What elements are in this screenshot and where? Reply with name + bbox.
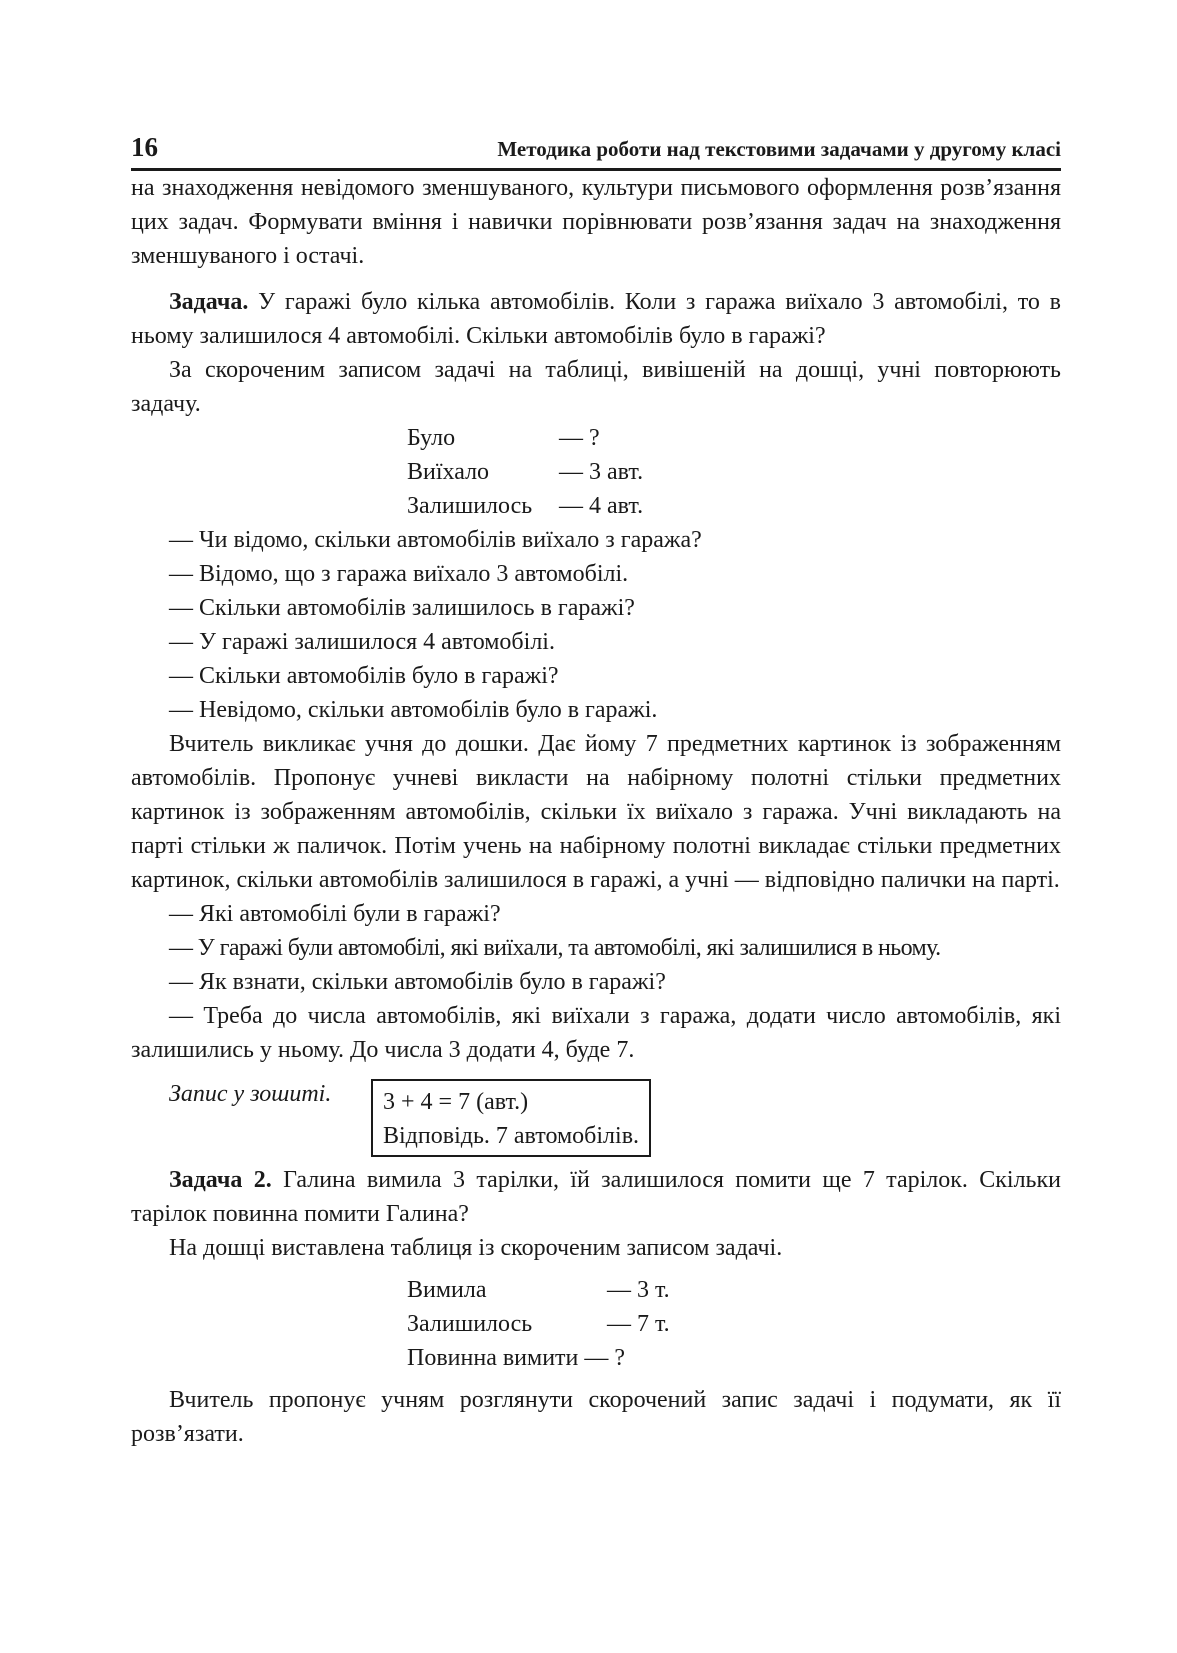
dialog-line: — Які автомобілі були в гаражі? [169, 901, 501, 927]
scheme-row [407, 489, 1061, 523]
page-body [131, 171, 1061, 1451]
task1-statement [131, 285, 1061, 353]
notebook-label: Запис у зошиті. [169, 1081, 332, 1107]
notebook-answer: Відповідь. 7 автомобілів. [383, 1123, 640, 1149]
scheme-label: Виїхало [407, 459, 490, 485]
running-title: Методика роботи над текстовими задачами у другому класі [497, 137, 1061, 161]
dialog-line: — Відомо, що з гаража виїхало 3 автомобілі. [169, 561, 629, 587]
task1-label: Задача. [169, 289, 249, 315]
scheme-label: Було [407, 425, 456, 451]
task2-text: Галина вимила 3 тарілки, їй залишилося помити ще 7 тарілок. Скільки тарілок повинна помити Галина? [131, 1167, 1061, 1227]
task1-paragraph-3: Вчитель викликає учня до дошки. Дає йому 7 предметних картинок із зображенням автомобілів. Пропонує учневі викласти на набірному полотні стільки предметних картинок із зображенням автомобілів, скільки їх виїхало з гаража. Учні викладають на парті стільки ж паличок. Потім учень на набірному полотні викладає стільки предметних картинок, скільки автомобілів залишилося в гаражі, а учні — відповідно палички на парті. [131, 731, 1061, 893]
notebook-record [131, 1077, 1061, 1157]
scheme-label: Вимила [407, 1277, 487, 1303]
scheme-row [407, 1341, 1061, 1375]
page-number: 16 [131, 132, 158, 162]
task1-scheme [407, 421, 1061, 523]
scheme-row [407, 421, 1061, 455]
scheme-row [407, 455, 1061, 489]
page [131, 128, 1061, 1451]
dialog-line: — Невідомо, скільки автомобілів було в гаражі. [169, 697, 658, 723]
dialog-line: — У гаражі були автомобілі, які виїхали, та автомобілі, які залишилися в ньому. [169, 935, 941, 961]
task1-text: У гаражі було кілька автомобілів. Коли з гаража виїхало 3 автомобілі, то в ньому залишилося 4 автомобілі. Скільки автомобілів було в гаражі? [131, 289, 1061, 349]
dialog-line: — Скільки автомобілів залишилось в гаражі? [169, 595, 635, 621]
intro-paragraph: на знаходження невідомого зменшуваного, культури письмового оформлення розв’язання цих задач. Формувати вміння і навички порівнювати розв’язання задач на знаходження зменшуваного і остачі. [131, 175, 1061, 269]
scheme-label: Залишилось [407, 1311, 533, 1337]
dialog-line: — У гаражі залишилося 4 автомобілі. [169, 629, 555, 655]
scheme-value: — ? [559, 425, 600, 451]
scheme-value: — 7 т. [607, 1311, 670, 1337]
scheme-row [407, 1307, 1061, 1341]
scheme-value: — 3 авт. [559, 459, 644, 485]
scheme-label: Повинна вимити [407, 1345, 579, 1371]
dialog-line: — Як взнати, скільки автомобілів було в гаражі? [169, 969, 666, 995]
task2-paragraph-2: На дошці виставлена таблиця із скороченим записом задачі. [169, 1235, 783, 1261]
task2-label: Задача 2. [169, 1167, 272, 1193]
scheme-value: — 3 т. [607, 1277, 670, 1303]
dialog-line: — Чи відомо, скільки автомобілів виїхало з гаража? [169, 527, 702, 553]
task1-paragraph-2: За скороченим записом задачі на таблиці, вивішеній на дошці, учні повторюють задачу. [131, 357, 1061, 417]
scheme-value: — 4 авт. [559, 493, 644, 519]
dialog-line: — Треба до числа автомобілів, які виїхали з гаража, додати число автомобілів, які залишились у ньому. До числа 3 додати 4, буде 7. [131, 1003, 1061, 1063]
notebook-box [371, 1079, 651, 1157]
task2-statement [131, 1163, 1061, 1231]
task2-scheme [407, 1273, 1061, 1375]
scheme-row [407, 1273, 1061, 1307]
notebook-equation: 3 + 4 = 7 (авт.) [383, 1089, 529, 1115]
dialog-line: — Скільки автомобілів було в гаражі? [169, 663, 559, 689]
scheme-value: — ? [584, 1345, 626, 1371]
task2-paragraph-3: Вчитель пропонує учням розглянути скорочений запис задачі і подумати, як її розв’язати. [131, 1387, 1061, 1447]
scheme-label: Залишилось [407, 493, 533, 519]
page-header [131, 128, 1061, 171]
